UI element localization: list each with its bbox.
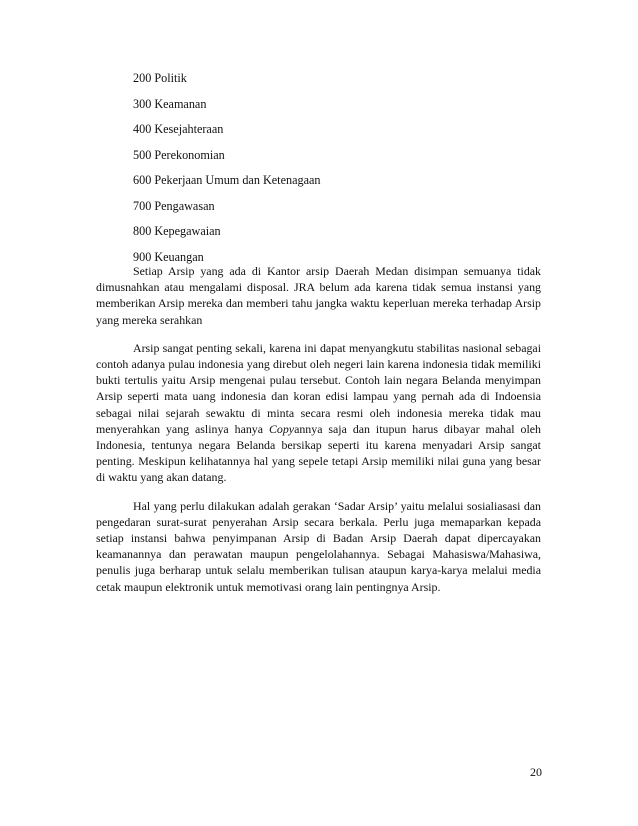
paragraph-archive-storage: Setiap Arsip yang ada di Kantor arsip Daerah Medan disimpan semuanya tidak dimusnahkan atau mengalami disposal. JRA belum ada karena tidak semua instansi yang memberikan Arsip mereka dan memberi tahu jangka waktu keperluan mereka terhadap Arsip yang mereka serahkan xyxy=(96,264,541,327)
italic-word: Copy xyxy=(268,421,295,436)
paragraph-archive-importance xyxy=(96,340,541,486)
body-text xyxy=(96,263,541,607)
list-item: 800 Kepegawaian xyxy=(133,224,221,238)
list-item: 400 Kesejahteraan xyxy=(133,122,224,136)
list-item: 500 Perekonomian xyxy=(133,147,225,162)
page-number: 20 xyxy=(530,765,542,779)
list-item: 200 Politik xyxy=(133,71,187,85)
list-item: 300 Keamanan xyxy=(133,96,207,111)
list-item: 700 Pengawasan xyxy=(133,198,215,213)
classification-list xyxy=(133,66,320,270)
paragraph-text: annya saja dan itupun harus dibayar mahal oleh Indonesia, tentunya negara Belanda bersikap seperti itu karena menyadari Arsip sangat penting. Meskipun kelihatannya hal yang sepele tetapi Arsip memiliki nilai guna yang besar di waktu yang akan datang. xyxy=(96,421,541,485)
list-item: 600 Pekerjaan Umum dan Ketenagaan xyxy=(133,173,321,187)
paragraph-text: Arsip sangat penting sekali, karena ini dapat menyangkutu stabilitas nasional sebagai contoh adanya pulau indonesia yang direbut oleh negeri lain karena indonesia tidak memiliki bukti tertulis yaitu Arsip mengenai pulau tersebut. Contoh lain negara Belanda menyimpan Arsip seperti mata uang indonesia dan koran edisi lampau yang pernah ada di Indoensia sebagai nilai sejarah sewaktu di minta secara resmi oleh indonesia mereka tidak mau menyerahkan yang aslinya hanya xyxy=(96,340,541,436)
list-item: 900 Keuangan xyxy=(133,249,204,264)
paragraph-archive-awareness: Hal yang perlu dilakukan adalah gerakan ‘Sadar Arsip’ yaitu melalui sosialiasasi dan pengedaran surat-surat penyerahan Arsip secara berkala. Perlu juga memaparkan kepada setiap instansi bahwa penyimpanan Arsip di Badan Arsip Daerah dapat dipercayakan keamanannya dan perawatan maupun pengelolahannya. Sebagai Mahasiswa/Mahasiwa, penulis juga berharap untuk selalu memberikan tulisan ataupun karya-karya melalui media cetak maupun elektronik untuk memotivasi orang lain pentingnya Arsip. xyxy=(96,498,541,594)
